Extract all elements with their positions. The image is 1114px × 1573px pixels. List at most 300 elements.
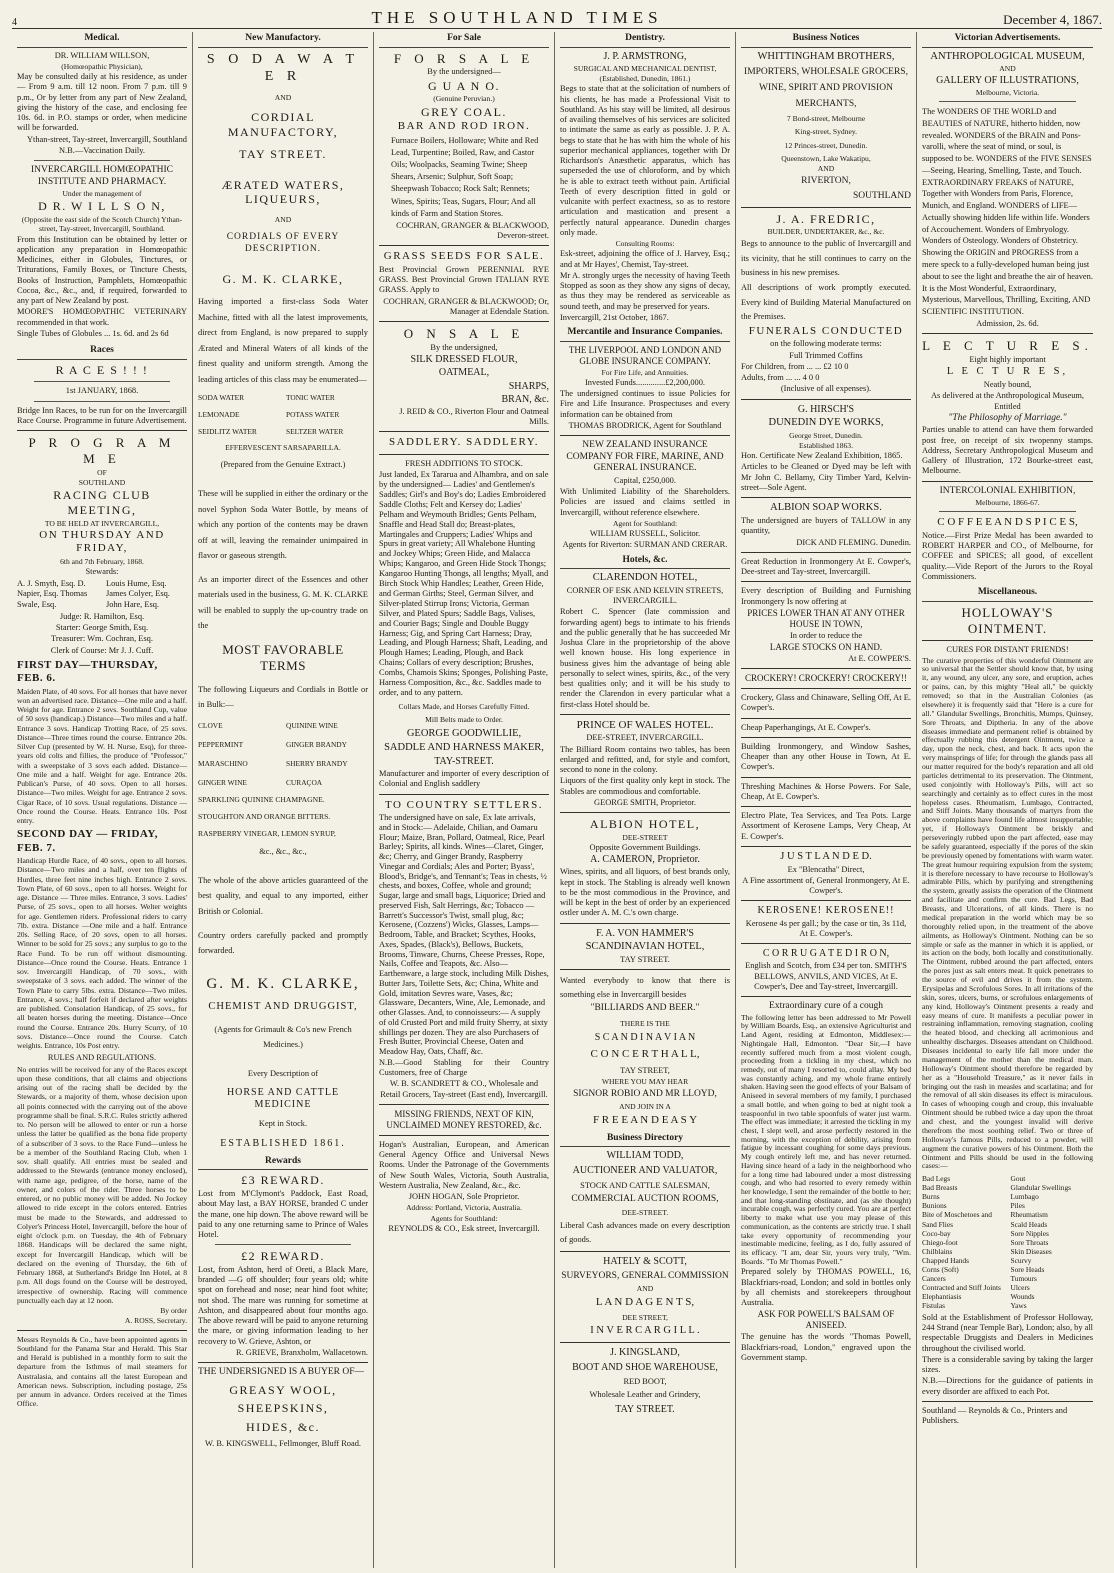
ad-body: Wanted everybody to know that there is something else in Invercargill besides	[560, 975, 730, 1000]
ad-body: Crockery, Glass and Chinaware, Selling Off, At E. Cowper's.	[741, 693, 911, 713]
ad-heading: SURVEYORS, GENERAL COMMISSION	[561, 1271, 729, 1282]
ad-subheading: Consulting Rooms:	[615, 239, 675, 249]
ad-address: 12 Princes-street, Dunedin.	[784, 140, 868, 150]
ailment-item: Skin Diseases	[1010, 1246, 1052, 1256]
divider	[741, 900, 911, 901]
ad-line: (Prepared from the Genuine Extract.)	[220, 459, 346, 469]
divider	[560, 812, 730, 813]
divider	[198, 1362, 368, 1363]
ad-heading: ESTABLISHED 1861.	[220, 1137, 346, 1149]
section-header: Dentistry.	[560, 32, 730, 48]
ad-heading: PRICES LOWER THAN AT ANY OTHER HOUSE IN TOWN,	[747, 607, 905, 629]
ad-line: By order	[160, 1306, 187, 1316]
stewards-left: A. J. Smyth, Esq. D. Napier, Esq. Thomas Swale, Esq.	[17, 579, 88, 609]
ad-heading: GREASY WOOL,	[229, 1382, 337, 1397]
ad-heading: R A C E S ! ! !	[55, 362, 149, 377]
waters-list	[198, 393, 368, 436]
ad-line: AND	[636, 1283, 654, 1293]
ad-heading: FUNERALS CONDUCTED	[748, 325, 904, 338]
divider	[741, 806, 911, 807]
ad-body: A Fine assortment of, General Ironmongery, At E. Cowper's.	[742, 875, 910, 896]
ad-body: The undersigned have on sale, Ex late arrivals, and in Stock:— Adelaide, Chilian, and Oamaru Flour; Maize, Bran, Pollard, Oatmeal, Rice, Pearl Barley; Spirits, all kinds. Wines—Claret, Ginger, &c; Cherry, and Ginger Brandy, Raspberry Vinegar and Cordials; Ales and Porter; Byass', Blood's, Bridge's, and Tennant's; Teas in chests, ½ chests, and boxes, Coffee, whole and ground; Sugar, large and small bags, Liquorice; Dried and preserved Fish, Salt Herrings, &c; Tobacco — Barrett's Successor's Twist, small plug, &c; Kerosene, (Cozzens') Wicks, Glasses, Lamps—Bedroom, Table, and Bracket; Scythes, Hooks, Axes, Spades, (Black's), Bellows, Buckets, Brooms, Tinware, Churns, Cheese Presses, Rope, Nails, Coffee and Teapots, &c. Also— Earthenware, a large stock, including Milk Dishes, Butter Jars, Toilette Sets, &c; China, White and Gold, imitation Sevres ware, Vases, &c; Glassware, Decanters, Wine, Ale, Lemonade, and other Glasses. And, to connoisseurs:— A supply of old Crusted Port and mild fruity Sherry, at sixty shillings per dozen. They are also Purchasers of Fresh Butter, Provincial Cheese, Oaten and Meadow Hay, Oats, Chaff, &c.	[379, 813, 549, 1057]
ad-body: Building Ironmongery, and Window Sashes, Cheaper than any other House in Town, At E. Cowper's.	[741, 741, 911, 772]
section-header: Miscellaneous.	[922, 586, 1093, 602]
ad-heading: CLARENDON HOTEL,	[592, 572, 698, 584]
ailment-item: Rheumatism	[1010, 1210, 1048, 1220]
ad-line: RED BOOT,	[623, 1377, 667, 1386]
ailment-item: Coco-bay	[922, 1228, 951, 1238]
ad-heading: THE LIVERPOOL AND LONDON AND GLOBE INSURANCE COMPANY.	[568, 344, 722, 366]
ailment-item: Elephantiasis	[922, 1291, 962, 1301]
officials: Judge: R. Hamilton, Esq.	[59, 611, 145, 621]
ad-address: Melbourne, Victoria.	[975, 87, 1040, 97]
section-header: Hotels, &c.	[560, 554, 730, 570]
ad-line: EFFERVESCENT SARSAPARILLA.	[225, 442, 341, 452]
divider	[17, 1330, 187, 1331]
ad-heading: C O N C E R T H A L L,	[590, 1048, 700, 1061]
divider	[34, 381, 170, 382]
ailment-item: Sore Heads	[1010, 1264, 1045, 1274]
ad-body: The curative properties of this wonderful Ointment are so universal that the Settler should know that, by using it, any wound, any ulcer, any sore, and eruption, aches or pains, can, by this mighty "Heal all," be quickly removed; so that in the Australian Colonies (as elsewhere) it is frequently said that "Here is a cure for all." Glandular Swellings, Bronchitis, Mumps, Quinsey, Sore Throats, and Diptheria. In any of the above diseases immediate and permanent relief is obtained by effectually rubbing this detergent Ointment, twice a day, upon the neck, chest, and back. It acts upon the very mainsprings of life; for through the glands pass all our matter required for the body's reparation and all old particles detrimental to its preservation. The Ointment, used conjointly with Holloway's Pills, will act so searchingly and certainly as to effect cures in the most hopeless cases. Rheumatism, Lumbago, Contracted, and Stiff Joints. Many thousands of martyrs from the above complaints have found life almost insupportable; yet, if Holloway's Ointment be briskly and perseveringly rubbed upon the part affected, ease may be safely guaranteed, especially if the pores of the skin be previously opened by fomentations with warm water. The great humour requiring expulsion from the system; it is therefore necessary to have recourse to Holloway's admirable Pills, which by purifying and strengthening the system, greatly assists the operation of the Ointment and facilitate and confirm the cure. Bad Legs, Bad Breasts, and Ulcerations, of all kinds. There is no medical preparation in the world which may be so thoroughly relied upon, in the treatment of the above ailments, as Holloway's Ointment. Nothing can be so simple or safe as the manner in which it is applied, or its action on the body, both locally and constitutionally. The Ointment, rubbed around the part affected, enters the pores just as salt enters meat. It quick penetrates to the source of evil and drives it from the system. Erysipelas and Scrofulous Sores. In all irritations of the skin, sores, ulcers, burns, or scrofulous enlargements of any kind, Holloway's Ointment presents a ready and easy means of cure. It manifests a peculiar power in restraining inflammation, removing stagnation, cooling the heated blood, and checking all acrimonious and unhealthy discharges. Diseases attendant on Childhood. Diseases incidental to early life fall more under the management of the mother than the medical man. Holloway's Ointment should therefore be regarded by her as a "Household Treasure," as it never fails in bringing out the rash in measles and scarlatina; and for the removal of all skin diseases its effect is miraculous. In cases of whooping cough and croup, this invaluable Ointment should be rubbed twice a day upon the throat and chest, and the youngest invalid will derive therefrom the most soothing relief. Two or three of Holloway's famous Pills, reduced to a powder, will augment the curative powers of his Ointment. Both the Ointment and Pills should be used in the following cases:—	[922, 655, 1093, 1171]
ailment-item: Bad Legs	[922, 1174, 951, 1184]
divider	[379, 1104, 549, 1105]
ailments-list	[922, 1174, 1093, 1309]
section-header: New Manufactory.	[198, 32, 368, 48]
ailments-left	[922, 1174, 1005, 1309]
ad-subheading: DEE-STREET, INVERCARGILL.	[586, 733, 704, 743]
race-list: Handicap Hurdle Race, of 40 sovs., open to all horses. Distance—Two miles and a half, over ten flights of Hurdles, three feet nine inches high. Entrance 2 sovs. Town Plate, of 60 sovs., open to all horses. Weight for age. Distance — Three miles. Entrance, 3 sovs. Ladies' Purse, of 25 sovs., open to all horses. Welter weights for age. Gentlemen riders. Professional riders to carry 7lb. extra. Distance —One mile and a half. Entrance 20s. Selling Race, of 20 sovs, open to all horses. Winner to be sold for 25 sovs.; any surplus to go to the Race Fund. To be run off without dismounting. Distance—Once round the Course. Heats. Entrance 1 sov. Invercargill Handicap, of 70 sovs., with sweepstake of 3 sovs. each added. The winner of the Town Plate to carry 5lbs. extra. Distance—Two miles. Entrance, 4 sovs.; half forfeit if declared after weights are published. Consolation Handicap, of 25 sovs., for all beaten horses during the meeting. Distance—Once round the Course. Entrance 20s. Hurry Scurry, of 10 sovs. Distance—Once round the Course. Catch weights. Entrance, 10s Post entry.	[17, 856, 187, 1051]
officials: Treasurer: Wm. Cochran, Esq.	[51, 634, 153, 644]
ad-address: Queenstown, Lake Wakatipu,	[781, 153, 871, 163]
ad-body: Country orders carefully packed and promptly forwarded.	[198, 930, 368, 956]
ad-body: Lost from M'Clymont's Paddock, East Road, about May last, a BAY HORSE, branded C under the mane, one hip down. The above reward will be paid to any one returning same to Prince of Wales Hotel.	[198, 1189, 368, 1240]
ad-heading: INTERCOLONIAL EXHIBITION,	[939, 485, 1076, 496]
water-item: SEIDLITZ WATER	[198, 427, 257, 437]
ad-heading: F. A. VON HAMMER'S	[596, 927, 694, 939]
ad-line: RASPBERRY VINEGAR, LEMON SYRUP,	[198, 829, 336, 839]
ailment-item: Piles	[1010, 1201, 1025, 1211]
ad-signature: REYNOLDS & CO., Esk street, Invercargill.	[388, 1223, 540, 1233]
ad-heading: GALLERY OF ILLUSTRATIONS,	[936, 74, 1079, 86]
ailment-item: Fistulas	[922, 1300, 945, 1310]
ad-heading: F O R S A L E	[393, 50, 535, 66]
ad-body: Furnace Boilers, Holloware; White and Red Lead, Turpentine; Boiled, Raw, and Castor Oils; Woolpacks, Seaming Twine; Sheep Shears, Arsenic; Sulphur, Soft Soap; Sheepwash Tobacco; Rock Salt; Rennets; Wines, Spirits; Teas, Sugars, Flour; And all kinds of Farm and Station Stores.	[391, 135, 539, 218]
ad-line: By the undersigned—	[427, 67, 501, 77]
ad-body: Liberal Cash advances made on every description of goods.	[560, 1220, 730, 1244]
ad-heading: TAY STREET.	[615, 1403, 675, 1415]
ad-heading: G. M. K. CLARKE,	[222, 271, 344, 286]
section-header: Business Notices	[741, 32, 911, 48]
ad-body: Articles to be Cleaned or Dyed may be left with Mr John C. Bellamy, City Timber Yard, Kelvin-street—Sole Agent.	[741, 462, 911, 492]
ad-address: Address: Portland, Victoria, Australia.	[406, 1203, 522, 1213]
water-item: LEMONADE	[198, 410, 240, 420]
columns	[12, 32, 1102, 1568]
ad-line: Wholesale Leather and Grindery,	[589, 1390, 701, 1400]
ad-body: Prepared solely by THOMAS POWELL, 16, Blackfriars-road, London; and sold in bottles only by all chemists and storekeepers throughout Australia.	[741, 1267, 911, 1308]
ad-heading: MERCHANTS,	[795, 98, 857, 109]
ad-note: N.B.—Directions for the guidance of patients in every disorder are affixed to each Pot.	[922, 1376, 1093, 1396]
ad-line: AND	[817, 164, 835, 174]
ad-heading: C O R R U G A T E D I R O N,	[762, 948, 890, 960]
ailment-item: Ulcers	[1010, 1282, 1030, 1292]
ad-body: Best Provincial Grown PERENNIAL RYE GRASS. Best Provincial Grown ITALIAN RYE GRASS. Apply to	[379, 264, 549, 295]
ailment-item: Glandular Swellings	[1010, 1183, 1072, 1193]
divider	[379, 454, 549, 455]
ad-body: Sold at the Establishment of Professor Holloway, 244 Strand (near Temple Bar), London; also, by all respectable Druggists and Dealers in Medicines throughout the civilised world.	[922, 1312, 1093, 1353]
section-header: Medical.	[17, 32, 187, 48]
masthead	[12, 6, 1102, 29]
ad-line: Eight highly important	[969, 354, 1046, 364]
ad-body: Having imported a first-class Soda Water Machine, fitted with all the latest improvements, direct from England, is now prepared to supply Ærated and Mineral Waters of all kinds of the finest quality and uniform strength. Among the leading articles of this class may be enumerated—	[198, 297, 368, 384]
divider	[34, 160, 170, 161]
ad-heading: HIDES, &c.	[246, 1420, 320, 1435]
newspaper-title: THE SOUTHLAND TIMES	[371, 8, 663, 27]
ad-signature: J. REID & CO., Riverton Flour and Oatmeal Mills.	[399, 406, 549, 427]
ad-line: Opposite Government Buildings.	[589, 842, 701, 852]
ad-signature: THOMAS BRODRICK, Agent for Southland	[568, 420, 722, 430]
ad-signature: R. GRIEVE, Branxholm, Wallacetown.	[236, 1347, 368, 1357]
ad-line: By the undersigned,	[430, 342, 498, 352]
ad-body: Begs to state that at the solicitation of numbers of his clients, he has made a Professional Visit to Southland. As his stay will be limited, all desirous of availing themselves of his services are solicited to intimate the same as early as possible. J. P. A. begs to state that he has with him the whole of his superior mechanical appliances, together with Dr Richardson's Anæsthetic apparatus, which has superseded the use of chloroform, and by which he is able to extract teeth without pain. Artificial Teeth of every description fitted in gold or vulcanite with perfect exactness, so as to restore articulation and mastication and present a perfectly natural appearance. Dunedin charges only made.	[560, 84, 730, 237]
ad-note: There is a considerable saving by taking the larger sizes.	[922, 1354, 1093, 1375]
ailment-item: Yaws	[1010, 1300, 1027, 1310]
ad-line: WHERE YOU MAY HEAR	[601, 1077, 689, 1087]
ad-line: Full Trimmed Coffins	[789, 350, 863, 360]
price-row: Adults, from ... ... 4 0 0	[741, 373, 820, 383]
ad-line: STOCK AND CATTLE SALESMAN,	[580, 1180, 710, 1190]
ad-body: Begs to announce to the public of Invercargill and its vicinity, that he still continues to carry on the business in his new premises.	[741, 239, 911, 277]
ad-line: Under the management of	[62, 189, 142, 199]
liqueur-item: CLOVE	[198, 720, 223, 730]
ad-line: Kept in Stock.	[258, 1119, 308, 1129]
ad-body: As an importer direct of the Essences and other materials used in the business, G. M. K. CLARKE will be enabled to supply the up-country trade on the	[198, 574, 368, 631]
divider	[17, 430, 187, 431]
rules-heading: RULES AND REGULATIONS.	[47, 1053, 157, 1063]
ailment-item: Scurvy	[1010, 1255, 1032, 1265]
liqueur-item: PEPPERMINT	[198, 739, 244, 749]
divider	[560, 1342, 730, 1343]
column-dentistry	[555, 32, 736, 1568]
divider	[939, 511, 1076, 512]
ad-line: As delivered at the Anthropological Museum, Entitled	[930, 391, 1085, 411]
ailment-item: Bite of Moschetoes and Sand Flies	[922, 1210, 992, 1229]
ad-heading: ON THURSDAY AND FRIDAY,	[39, 528, 165, 555]
ad-subheading: SURGICAL AND MECHANICAL DENTIST,	[573, 63, 717, 73]
ailment-item: Wounds	[1010, 1291, 1035, 1301]
section-header: Mercantile and Insurance Companies.	[560, 326, 730, 342]
ad-heading: HATELY & SCOTT,	[603, 1256, 687, 1268]
liqueur-item: GINGER WINE	[198, 777, 247, 787]
ad-heading: SIGNOR ROBIO AND MR LLOYD,	[573, 1089, 717, 1100]
ad-body: Robert C. Spencer (late commission and forwarding agent) begs to intimate to his friends and the public generally that he has succeeded Mr Joshua Clare in the proprietorship of the above well known house. His long experience in business gives him the advantage of being able personally to select wines, spirits, &c., of the very best qualities only; and it will be his study to render the Clarendon in every particular what a first-class Hotel should be.	[560, 607, 730, 709]
divider	[741, 943, 911, 944]
ad-note: N.B.—Good Stabling for their Country Customers, free of Charge	[379, 1057, 549, 1078]
ad-heading: L E C T U R E S,	[946, 366, 1069, 378]
ad-line: 1st JANUARY, 1868.	[65, 386, 139, 396]
ad-line: (Genuine Peruvian.)	[433, 94, 495, 104]
race-day-heading: SECOND DAY — FRIDAY, FEB. 7.	[17, 828, 159, 854]
section-header: Victorian Advertisements.	[922, 32, 1093, 48]
divider	[939, 101, 1076, 102]
divider	[741, 688, 911, 689]
liqueur-item: MARASCHINO	[198, 758, 248, 768]
ad-body: Esk-street, adjoining the office of J. Harvey, Esq.; and at Mr Hayes', Chemist, Tay-street.	[560, 249, 730, 269]
ad-line: THERE IS THE	[620, 1018, 670, 1028]
ad-signature: WILLIAM RUSSELL, Solicitor.	[589, 529, 701, 539]
section-header: Races	[17, 344, 187, 360]
liqueur-item: CURAÇOA	[286, 777, 323, 787]
divider	[922, 640, 1093, 641]
printer-imprint: Southland — Reynolds & Co., Printers and Publishers.	[922, 1405, 1068, 1426]
ad-address: George Street, Dunedin.	[789, 430, 863, 440]
race-list: Maiden Plate, of 40 sovs. For all horses that have never won an advertised race. Distance—One mile and a half. Weight for age. Entrance 2 sovs. Southland Cup, value of 50 sovs (handicap.) Distance—Two miles and a half. Entrance 3 sovs. Handicap Trotting Race, of 25 sovs. Distance—Three times round the course. Entrance 20s. Silver Cup (presented by W. H. Nurse, Esq), for three-years old colts and fillies, the produce of "Professor," with a sweepstake of 3 sovs each added. Distance—One mile and a half. Weight for age. Entrance 20s. Publican's Purse, of 40 sovs. Open to all horses. Distance—Two miles. Weight for age. Entrance 2 sovs. Cigar Race, of 10 sovs. Usual regulations. Distance — Once round the Course. Heats. Entrance 10s. Post entry.	[17, 686, 187, 826]
ad-heading: TO COUNTRY SETTLERS.	[384, 798, 544, 811]
ad-heading: BAR AND ROD IRON.	[397, 120, 531, 133]
ad-line: Ex "Blencatha" Direct,	[787, 864, 865, 874]
officials: Starter: George Smith, Esq.	[55, 623, 149, 633]
ad-line: Every Description of	[247, 1068, 319, 1078]
ad-heading: WINE, SPIRIT AND PROVISION	[759, 82, 893, 93]
officials: Clerk of Course: Mr J. J. Cuff.	[50, 645, 154, 655]
ad-heading: SHEEPSKINS,	[237, 1401, 329, 1416]
ad-body: The WONDERS OF THE WORLD and BEAUTIES of NATURE, hitherto hidden, now revealed. WONDERS of the BRAIN and Pons-varolli, where the seat of mind, or soul, is supposed to be. WONDERS of the FIVE SENSES—Seeing, Hearing, Smelling, Taste, and Touch. EXTRAORDINARY FREAKS of NATURE, Together with Wonders from Paris, Florence, Munich, and England. WONDERS of LIFE—Actually showing hidden life within life. Wonders of Accouchement. Wonders of Embryology. Wonders of Osteology. Wonders of Obstetricy. Showing the ORIGIN and PROGRESS from a mere speck to a fully-developed human being just about to see the light and breathe the air of heaven. It is the Most Wonderful, Extraordinary, Mysterious, Marvellous, Thrilling, Exciting, AND SCIENTIFIC INSTITUTION.	[922, 107, 1093, 317]
ad-signature: COCHRAN, GRANGER & BLACKWOOD; Or, Manager at Edendale Station.	[383, 296, 549, 316]
ad-heading: S C A N D I N A V I A N	[594, 1032, 696, 1044]
ad-body: The genuine has the words "Thomas Powell, Blackfriars-road, London," engraved upon the Government stamp.	[741, 1332, 911, 1362]
liqueur-item: GINGER BRANDY	[286, 739, 347, 749]
price-row: For Children, from ... ... £2 10 0	[741, 361, 849, 371]
ad-line: For Fire Life, and Annuities.	[601, 367, 689, 377]
ad-heading: PRINCE OF WALES HOTEL.	[576, 718, 714, 731]
ad-line: SPARKLING QUININE CHAMPAGNE.	[198, 794, 325, 804]
ad-line: AND	[274, 215, 292, 225]
ad-heading: SILK DRESSED FLOUR,	[410, 354, 518, 366]
ad-heading: IMPORTERS, WHOLESALE GROCERS,	[744, 67, 908, 78]
ad-heading: HORSE AND CATTLE MEDICINE	[226, 1087, 340, 1111]
ad-body: Wines, spirits, and all liquors, of best brands only, kept in stock. The Stabling is already well known to be the most commodious in the Province, and will be kept in the best of order by an experienced ostler under A. M. C.'s own charge.	[560, 867, 730, 918]
ad-heading: P R O G R A M M E	[28, 435, 176, 466]
ad-heading: G. HIRSCH'S	[797, 403, 855, 415]
ad-line: (Inclusive of all expenses).	[780, 384, 872, 394]
ad-signature: Agents for Riverton: SURMAN AND CRERAR.	[562, 540, 728, 550]
ad-body: Electro Plate, Tea Services, and Tea Pots. Large Assortment of Kerosene Lamps, Very Cheap, At E. Cowper's.	[741, 811, 911, 841]
ad-line: SOUTHLAND	[78, 478, 126, 488]
column-medical	[12, 32, 193, 1568]
ad-line: TAY STREET.	[620, 954, 670, 964]
ad-body: All descriptions of work promptly executed. Every kind of Building Material Manufactured on the Premises.	[741, 283, 911, 321]
ad-line: (Agents for Grimault & Co's new French Medicines.)	[214, 1024, 352, 1050]
ad-body: The whole of the above articles guaranteed of the best quality, and equal to any imported, either British or Colonial.	[198, 875, 368, 916]
ad-body: Kerosene 4s per gall.; by the case or tin, 3s 11d, At E. Cowper's.	[745, 918, 907, 938]
ad-heading: J. P. ARMSTRONG,	[603, 50, 687, 62]
ad-body: Liquors of the first quality only kept in stock. The Stables are commodious and comfortable.	[560, 776, 730, 796]
divider	[560, 923, 730, 924]
ad-heading: MISSING FRIENDS, NEXT OF KIN, UNCLAIMED MONEY RESTORED, &c.	[386, 1108, 542, 1130]
ad-line: In order to reduce the	[789, 630, 863, 640]
divider	[741, 996, 911, 997]
ad-line: Stewards:	[85, 566, 119, 576]
ad-body: The undersigned are buyers of TALLOW in any quantity,	[741, 516, 911, 536]
ad-heading: TAY STREET.	[239, 147, 327, 162]
ad-body: Cheap Paperhangings, At E. Cowper's.	[741, 722, 871, 732]
page-marker: 4	[12, 17, 17, 28]
ad-line: DEE-STREET.	[621, 1208, 669, 1218]
ad-body: Mr A. strongly urges the necessity of having Teeth Stopped as soon as they show any signs of decay, as thus they may be rendered as serviceable as sound teeth, and may be preserved for years.	[560, 270, 730, 311]
ad-heading: SHARPS,	[508, 380, 549, 392]
ad-heading: J. A. FREDRIC,	[776, 211, 876, 226]
ad-address: King-street, Sydney.	[794, 127, 858, 137]
ad-heading: J. KINGSLAND,	[610, 1346, 680, 1358]
divider	[741, 737, 911, 738]
ad-address: Melbourne, 1866-67.	[975, 498, 1040, 508]
ad-heading: F R E E A N D E A S Y	[592, 1114, 698, 1127]
ailment-item: Chapped Hands	[922, 1255, 970, 1265]
ailment-item: Scald Heads	[1010, 1219, 1048, 1229]
ad-line: Hon. Certificate New Zealand Exhibition, 1865.	[741, 451, 903, 461]
ailment-item: Cancers	[922, 1273, 946, 1283]
ad-line: Single Tubes of Globules ... 1s. 6d. and 2s 6d	[17, 328, 169, 338]
ad-heading: SCANDINAVIAN HOTEL,	[585, 940, 705, 952]
ad-line: AND	[274, 92, 292, 102]
ad-heading: KEROSENE! KEROSENE!!	[757, 905, 895, 917]
ad-body: Every description of Building and Furnishing Ironmongery Is now offering at	[741, 586, 911, 606]
liqueur-item: QUININE WINE	[286, 720, 338, 730]
section-header: For Sale	[379, 32, 549, 48]
column-victorian	[917, 32, 1098, 1568]
divider	[379, 321, 549, 322]
divider	[560, 1251, 730, 1252]
ad-line: Admission, 2s. 6d.	[976, 318, 1039, 328]
ad-heading: ASK FOR POWELL'S BALSAM OF ANISEED.	[757, 1309, 895, 1331]
ad-body: The following letter has been addressed to Mr Powell by William Boards, Esq., an extensive Agriculturist and Land Agent, residing at Edmonton, Middlesex:— Nightingale Hall, Edmonton. "Dear Sir,—I have recently suffered much from a most violent cough, proceeding from a tickling in my chest, which no remedy, out of many I resorted to, could allay. My bed was constantly aching, and my whole frame entirely shaken. Having seen the good effects of your Balsam of Aniseed in several members of my family, I purchased a small bottle, and when going to bed at night took a teaspoonful in two table spoonfuls of water just warm. The effect was immediate; it arrested the tickling in my chest, I slept well, and arose perfectly restored in the morning, with the exception of debility, arising from fatigue by incessant coughing for some days previous. My cough entirely left me, and has never returned. Having since heard of a lady in the neighborhood who for a long time had laboured under a most distressing cough, and who had resorted to every remedy within her knowledge, I sent the remainder of the bottle to her; and that long-standing obstinate, and (as she thought) incurable cough, was perfectly cured. You are at perfect liberty to make what use you may please of this communication, as the contents are strictly true. I shall take every opportunity of recommending your inestimable medicine, feeling, as I do, fully assured of its efficacy. "I am, dear Sir, yours very truly, "Wm. Boards. "To Mr Thomas Powell."	[741, 1012, 911, 1266]
section-header: Business Directory	[560, 1132, 730, 1148]
ad-body: Notice.—First Prize Medal has been awarded to ROBERT HARPER and CO., of Melbourne, for COFFEE and SPICES; all good, of excellent quality.—Vide Report of the Jurors to the Royal Commissioners.	[922, 530, 1093, 581]
ad-heading: CHEMIST AND DRUGGIST,	[208, 1000, 358, 1012]
ad-heading: O N S A L E	[403, 326, 525, 342]
ad-heading: S O D A W A T E R	[206, 51, 360, 84]
ad-heading: RACING CLUB MEETING,	[53, 488, 151, 517]
ad-heading: TAY-STREET.	[434, 756, 494, 768]
ad-address: (Opposite the east side of the Scotch Church) Ythan-street, Tay-street, Invercargill, Southland.	[21, 215, 183, 234]
ad-body: English and Scotch, from £34 per ton. SMITH'S BELLOWS, ANVILS, AND VICES, At E. Cowper's, Dee and Tay-street, Invercargill.	[745, 961, 907, 991]
divider	[741, 552, 911, 553]
ad-line: DEE-STREET	[622, 832, 668, 842]
ailment-item: Gout	[1010, 1174, 1026, 1184]
section-header: Rewards	[198, 1155, 368, 1171]
ad-heading: CROCKERY! CROCKERY! CROCKERY!!	[744, 673, 908, 684]
ad-line: OF	[97, 467, 107, 477]
ailment-item: Tumours	[1010, 1273, 1037, 1283]
ad-heading: HOLLOWAY'S OINTMENT.	[961, 604, 1054, 636]
ad-heading: £3 REWARD.	[241, 1173, 325, 1188]
ad-signature: GEORGE SMITH, Proprietor.	[594, 797, 696, 807]
ad-heading: G U A N O.	[427, 78, 500, 93]
divider	[560, 969, 730, 970]
ad-heading: DR. WILLIAM WILLSON,	[54, 50, 150, 60]
ad-body: Messrs Reynolds & Co., have been appointed agents in Southland for the Panama Star and Herald. This Star and Herald is published in a monthly form to suit the departure from the Isthmus of mail steamers for Australasia, and contains all the latest European and American news. Subscription, including postage, 25s per annum in advance. Orders received at the Times Office.	[17, 1334, 187, 1409]
ad-subheading: CURES FOR DISTANT FRIENDS!	[946, 645, 1069, 655]
ad-body: Manufacturer and importer of every description of Colonial and English saddlery	[379, 769, 549, 789]
ad-heading: ANTHROPOLOGICAL MUSEUM,	[930, 50, 1085, 62]
ad-heading: ALBION SOAP WORKS.	[770, 502, 882, 514]
ad-body: Lost, from Ashton, herd of Oreti, a Black Mare, branded —G off shoulder; four years old; white spot on forehead and nose; near hind foot white; not shod. The mare was running for sometime at Ashton, and disappeared about four months ago. The above reward will be paid to anyone returning the mare, or giving information leading to her recovery to W. Grieve, Ashton, or	[198, 1264, 368, 1346]
ad-line: TO BE HELD AT INVERCARGILL,	[44, 518, 160, 528]
divider	[741, 497, 911, 498]
ad-subheading: BUILDER, UNDERTAKER, &c., &c.	[767, 227, 885, 237]
divider	[215, 1244, 351, 1245]
ad-body: These will be supplied in either the ordinary or the novel Syphon Soda Water Bottle, by means of which any portion of the contents may be drawn off at will, leaving the remainder unimpaired in flavor or gaseous strength.	[198, 489, 368, 561]
divider	[741, 399, 911, 400]
divider	[741, 581, 911, 582]
divider	[379, 245, 549, 246]
stewards-right: Louis Hume, Esq. James Colyer, Esq. John Hare, Esq.	[106, 579, 170, 609]
water-item: POTASS WATER	[286, 410, 340, 420]
column-new-manufactory	[193, 32, 374, 1568]
ad-body: From this Institution can be obtained by letter or application any preparation in Homœopathic Medicines, either in Globules, Tinctures, or Triturations, Family Boxes, or Tincture Chests, Books of Instruction, Pamphlets, Homœopathic Cocoa, &c., &c., and, if required, forwarded to any part of New Zealand by post.	[17, 234, 187, 306]
divider	[379, 431, 549, 432]
ad-heading: L E C T U R E S.	[922, 338, 1093, 354]
ad-signature: DICK AND FLEMING. Dunedin.	[796, 537, 911, 547]
water-item: SELTZER WATER	[286, 427, 344, 437]
ad-line: Neatly bound,	[983, 380, 1032, 389]
ad-line: (Established, Dunedin, 1861.)	[599, 74, 691, 84]
ailment-item: Bad Breasts	[922, 1183, 958, 1193]
ad-heading: SOUTHLAND	[852, 190, 911, 201]
ad-heading: RIVERTON,	[801, 176, 851, 187]
ailment-item: Lumbago	[1010, 1192, 1039, 1202]
ad-line: DEE STREET,	[622, 1312, 668, 1322]
ad-heading: THE UNDERSIGNED IS A BUYER OF—	[198, 1367, 364, 1378]
ad-heading: CORDIAL MANUFACTORY,	[227, 109, 339, 139]
ad-heading: C O F F E E A N D S P I C E S,	[937, 516, 1078, 529]
ad-heading: COMMERCIAL AUCTION ROOMS,	[571, 1193, 719, 1204]
ad-line: Collars Made, and Horses Carefully Fitted.	[398, 701, 530, 711]
divider	[741, 668, 911, 669]
ad-heading: CORDIALS OF EVERY DESCRIPTION.	[226, 232, 340, 254]
ad-body: The undersigned continues to issue Policies for Fire and Life Insurance. Prospectuses and every information can be obtained from	[560, 389, 730, 419]
divider	[560, 435, 730, 436]
ad-line: Established 1863.	[799, 440, 853, 450]
ad-address: Ythan-street, Tay-street, Invercargill, Southland	[26, 134, 187, 144]
ad-body: The following Liqueurs and Cordials in Bottle or in Bulk:—	[198, 684, 368, 710]
ad-heading: J U S T L A N D E D.	[780, 850, 872, 862]
ad-heading: GRASS SEEDS FOR SALE.	[383, 250, 545, 263]
ailment-item: Contracted and Stiff Joints	[922, 1282, 1001, 1292]
ad-line: AND JOIN IN A	[619, 1101, 671, 1111]
ad-line: Mill Belts made to Order.	[425, 715, 503, 725]
divider	[922, 1401, 1093, 1402]
ad-heading: INVERCARGILL HOMŒOPATHIC INSTITUTE AND PHARMACY.	[30, 165, 174, 187]
ad-heading: G. M. K. CLARKE,	[206, 975, 360, 992]
ad-heading: AUCTIONEER AND VALUATOR,	[572, 1165, 718, 1177]
ad-line: TAY STREET,	[620, 1065, 670, 1075]
ad-line: STOUGHTON AND ORANGE BITTERS.	[198, 812, 331, 822]
ad-body: The Billiard Room contains two tables, has been enlarged and refitted, and, for style and comfort, second to none in the colony.	[560, 744, 730, 775]
ad-line: Capital, £250,000.	[614, 475, 676, 485]
divider	[741, 846, 911, 847]
ailment-item: Burns	[922, 1192, 940, 1202]
ad-signature: W. B. KINGSWELL, Fellmonger, Bluff Road.	[205, 1438, 361, 1448]
ailment-item: Chiego-foot	[922, 1237, 958, 1247]
divider	[922, 333, 1093, 334]
ad-heading: "The Philosophy of Marriage."	[948, 412, 1067, 423]
divider	[560, 714, 730, 715]
ad-heading: I N V E R C A R G I L L .	[590, 1324, 700, 1336]
ailment-item: Sore Nipples	[1010, 1228, 1049, 1238]
ad-heading: D R. W I L L S O N,	[38, 199, 166, 214]
ad-heading: ALBION HOTEL,	[589, 817, 701, 832]
ad-subheading: CORNER OF ESK AND KELVIN STREETS, INVERCARGILL.	[566, 585, 724, 606]
